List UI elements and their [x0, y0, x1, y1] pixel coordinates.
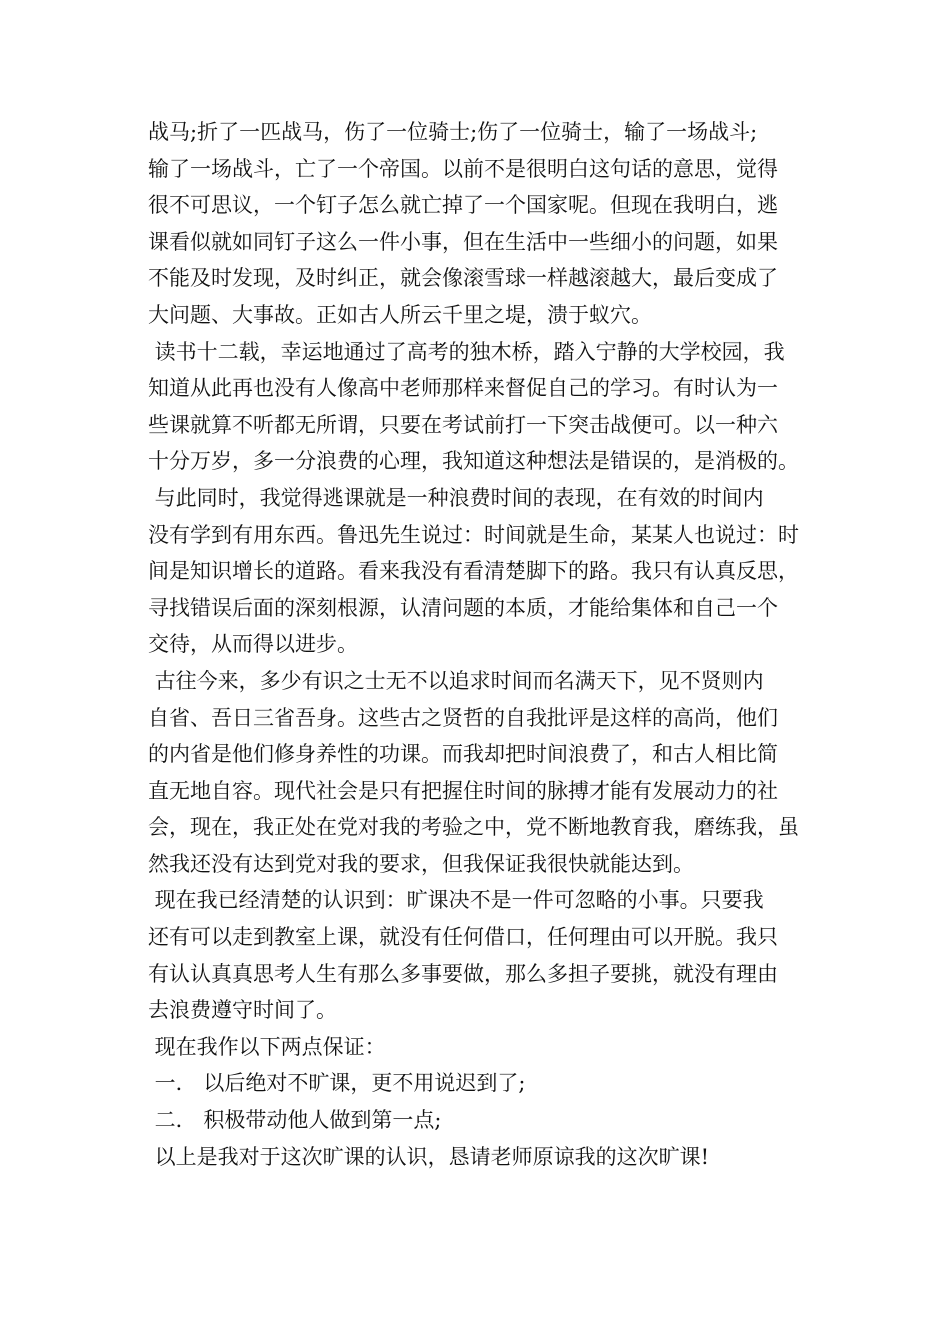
text-line: 寻找错误后面的深刻根源，认清问题的本质，才能给集体和自己一个 — [148, 595, 778, 620]
text-line: 会，现在，我正处在党对我的考验之中，党不断地教育我，磨练我，虽 — [148, 815, 799, 840]
text-line: 间是知识增长的道路。看来我没有看清楚脚下的路。我只有认真反思， — [148, 559, 799, 584]
text-line: 些课就算不听都无所谓，只要在考试前打一下突击战便可。以一种六 — [148, 412, 778, 437]
text-line: 的内省是他们修身养性的功课。而我却把时间浪费了，和古人相比简 — [148, 742, 778, 767]
text-line: 课看似就如同钉子这么一件小事，但在生活中一些细小的问题，如果 — [148, 229, 778, 254]
text-line: 直无地自容。现代社会是只有把握住时间的脉搏才能有发展动力的社 — [148, 778, 778, 803]
text-line: 交待，从而得以进步。 — [148, 632, 358, 657]
text-line: 没有学到有用东西。鲁迅先生说过：时间就是生命，某某人也说过：时 — [148, 522, 799, 547]
text-line: 与此同时，我觉得逃课就是一种浪费时间的表现，在有效的时间内 — [148, 485, 764, 510]
text-line: 现在我已经清楚的认识到：旷课决不是一件可忽略的小事。只要我 — [148, 888, 764, 913]
text-line: 大问题、大事故。正如古人所云千里之堤，溃于蚁穴。 — [148, 302, 652, 327]
text-line: 有认认真真思考人生有那么多事要做，那么多担子要挑，就没有理由 — [148, 961, 778, 986]
text-line: 自省、吾日三省吾身。这些古之贤哲的自我批评是这样的高尚，他们 — [148, 705, 778, 730]
text-line: 二． 积极带动他人做到第一点; — [148, 1108, 442, 1133]
text-line: 古往今来，多少有识之士无不以追求时间而名满天下，见不贤则内 — [148, 668, 764, 693]
text-line: 还有可以走到教室上课，就没有任何借口，任何理由可以开脱。我只 — [148, 925, 778, 950]
text-line: 读书十二载，幸运地通过了高考的独木桥，踏入宁静的大学校园，我 — [148, 339, 785, 364]
document-body — [148, 114, 818, 1175]
text-line: 以上是我对于这次旷课的认识，恳请老师原谅我的这次旷课! — [148, 1144, 710, 1169]
text-line: 输了一场战斗，亡了一个帝国。以前不是很明白这句话的意思，觉得 — [148, 156, 778, 181]
text-line: 一． 以后绝对不旷课，更不用说迟到了; — [148, 1071, 526, 1096]
text-line: 现在我作以下两点保证： — [148, 1034, 386, 1059]
text-line: 不能及时发现，及时纠正，就会像滚雪球一样越滚越大，最后变成了 — [148, 266, 778, 291]
text-line: 很不可思议，一个钉子怎么就亡掉了一个国家呢。但现在我明白，逃 — [148, 193, 778, 218]
text-line: 十分万岁，多一分浪费的心理，我知道这种想法是错误的，是消极的。 — [148, 449, 799, 474]
text-line: 知道从此再也没有人像高中老师那样来督促自己的学习。有时认为一 — [148, 376, 778, 401]
text-line: 战马;折了一匹战马，伤了一位骑士;伤了一位骑士，输了一场战斗; — [148, 120, 758, 144]
text-line: 然我还没有达到党对我的要求，但我保证我很快就能达到。 — [148, 851, 694, 876]
text-line: 去浪费遵守时间了。 — [148, 998, 337, 1023]
